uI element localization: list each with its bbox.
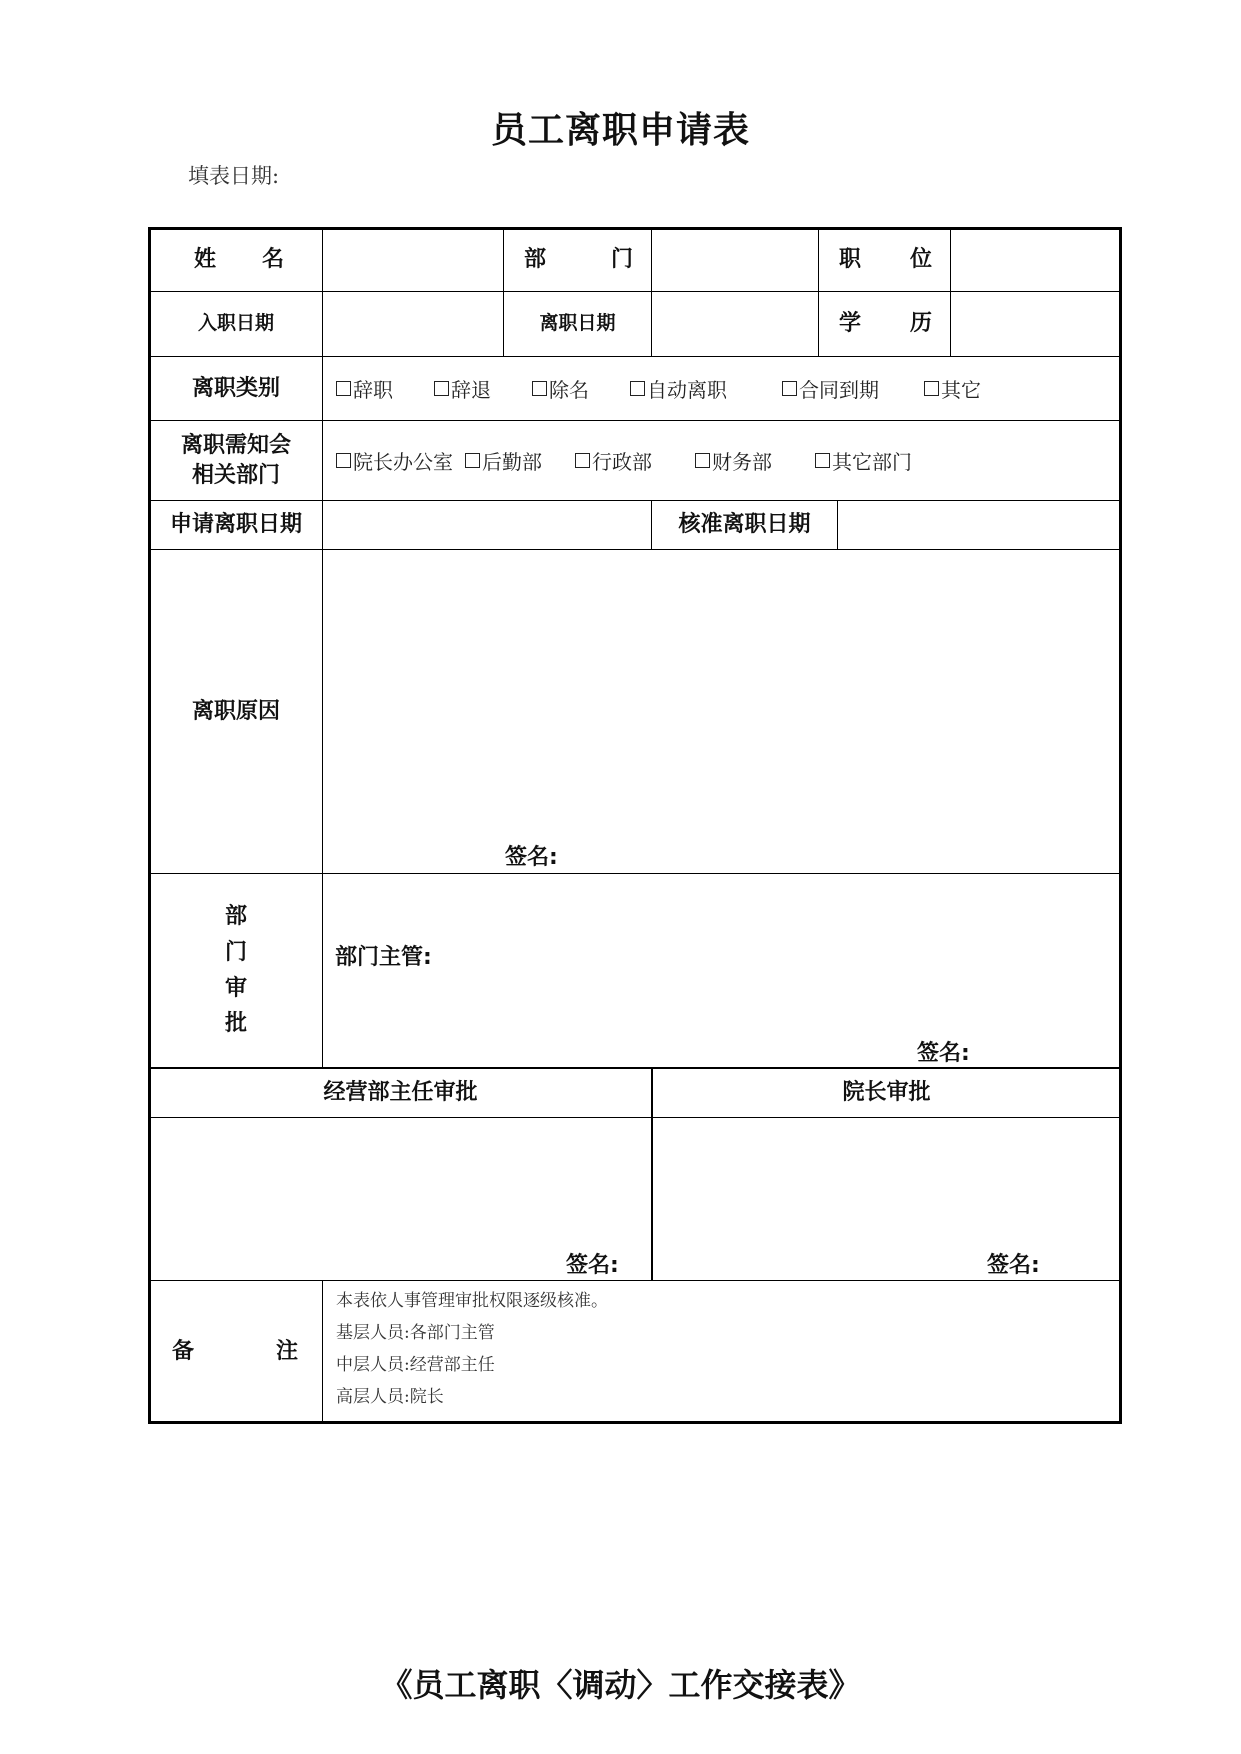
position-field[interactable] <box>951 229 1120 291</box>
checkbox-icon[interactable] <box>465 453 480 468</box>
department-field[interactable] <box>652 229 818 291</box>
education-label: 学 历 <box>839 311 932 337</box>
next-form-title: 《员工离职〈调动〉工作交接表》 <box>380 1666 861 1704</box>
remarks-line: 高层人员:院长 <box>336 1387 444 1407</box>
employee-signature-label: 签名: <box>505 845 558 870</box>
leave-reason-field[interactable] <box>323 550 1120 873</box>
notify-department-option[interactable]: 财务部 <box>695 446 815 475</box>
department-approval-label: 部 门 审 批 <box>224 904 247 1037</box>
leave-type-option[interactable]: 除名 <box>532 374 630 403</box>
apply-date-label: 申请离职日期 <box>169 512 302 538</box>
hire-date-field[interactable] <box>323 292 503 356</box>
president-approval-field[interactable] <box>653 1118 1120 1280</box>
leave-type-option[interactable]: 其它 <box>924 374 981 403</box>
manager-signature-label: 签名: <box>917 1041 970 1066</box>
department-manager-label: 部门主管: <box>335 945 432 970</box>
column-divider <box>322 1281 323 1422</box>
notify-department-option[interactable]: 其它部门 <box>815 446 912 475</box>
leave-date-field[interactable] <box>652 292 818 356</box>
leave-reason-label: 离职原因 <box>191 698 280 724</box>
leave-type-options <box>336 357 981 420</box>
remarks-line: 基层人员:各部门主管 <box>336 1323 495 1343</box>
checkbox-icon[interactable] <box>782 381 797 396</box>
checkbox-icon[interactable] <box>695 453 710 468</box>
president-approval-header: 院长审批 <box>842 1080 931 1106</box>
checkbox-icon[interactable] <box>532 381 547 396</box>
education-field[interactable] <box>951 292 1120 356</box>
ops-director-signature-label: 签名: <box>566 1253 619 1278</box>
notify-department-option[interactable]: 院长办公室 <box>336 446 465 475</box>
approved-date-label: 核准离职日期 <box>678 512 811 538</box>
approved-date-field[interactable] <box>838 501 1120 549</box>
notify-department-option[interactable]: 后勤部 <box>465 446 575 475</box>
fill-date-label: 填表日期: <box>188 164 280 188</box>
leave-date-label: 离职日期 <box>539 312 616 335</box>
name-label: 姓 名 <box>194 247 284 273</box>
leave-type-label: 离职类别 <box>191 375 280 401</box>
page-title: 员工离职申请表 <box>490 110 750 151</box>
remarks-line: 中层人员:经营部主任 <box>336 1355 495 1375</box>
notify-departments-label: 离职需知会 相关部门 <box>180 432 291 488</box>
president-signature-label: 签名: <box>987 1253 1040 1278</box>
remarks-line: 本表依人事管理审批权限逐级核准。 <box>336 1291 608 1311</box>
position-label: 职 位 <box>839 247 932 273</box>
remarks-label: 备 注 <box>172 1338 298 1364</box>
name-field[interactable] <box>323 229 503 291</box>
leave-type-option[interactable]: 合同到期 <box>782 374 924 403</box>
leave-type-option[interactable]: 辞职 <box>336 374 434 403</box>
leave-type-option[interactable]: 辞退 <box>434 374 532 403</box>
checkbox-icon[interactable] <box>336 453 351 468</box>
notify-department-option[interactable]: 行政部 <box>575 446 695 475</box>
checkbox-icon[interactable] <box>630 381 645 396</box>
checkbox-icon[interactable] <box>924 381 939 396</box>
department-approval-field[interactable] <box>323 874 1120 1067</box>
checkbox-icon[interactable] <box>336 381 351 396</box>
notify-department-options <box>336 421 912 500</box>
ops-director-approval-header: 经营部主任审批 <box>323 1080 478 1106</box>
checkbox-icon[interactable] <box>575 453 590 468</box>
checkbox-icon[interactable] <box>434 381 449 396</box>
checkbox-icon[interactable] <box>815 453 830 468</box>
leave-type-option[interactable]: 自动离职 <box>630 374 782 403</box>
apply-date-field[interactable] <box>323 501 651 549</box>
hire-date-label: 入职日期 <box>197 312 274 335</box>
department-label: 部 门 <box>524 247 633 273</box>
